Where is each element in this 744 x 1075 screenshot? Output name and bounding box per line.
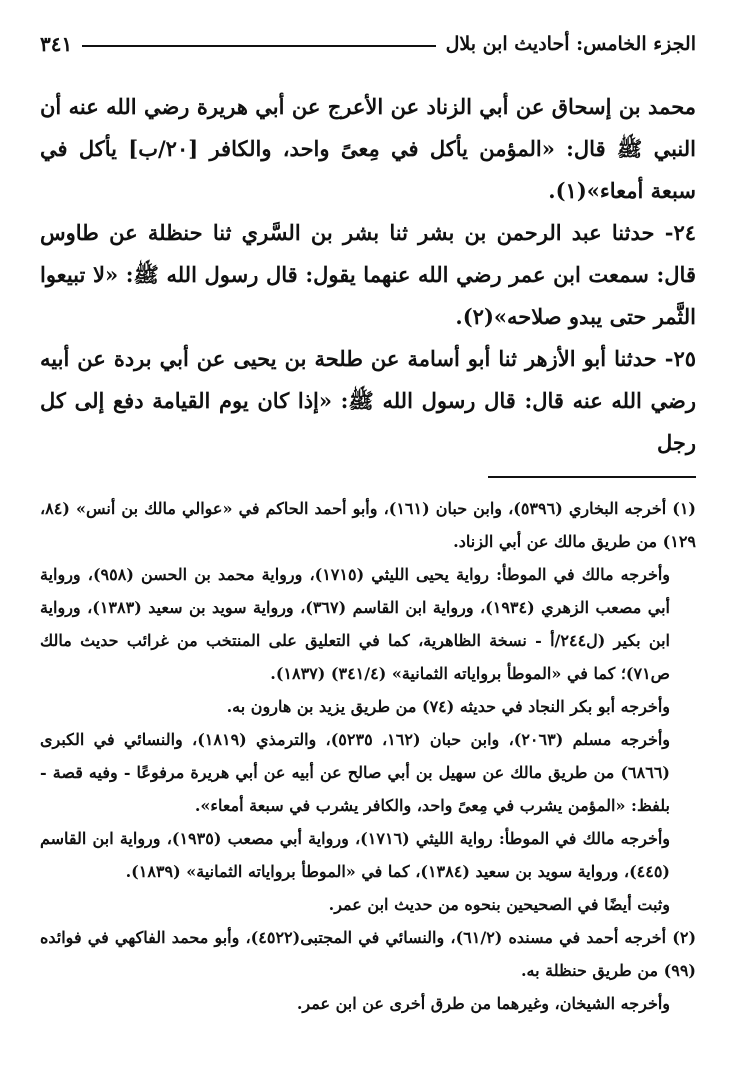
- running-header: [40, 28, 696, 60]
- footnote-paragraph: وثبت أيضًا في الصحيحين بنحوه من حديث ابن عمر.: [328, 895, 670, 914]
- main-text: [40, 86, 696, 464]
- footnote-1: (١) أخرجه البخاري (٥٣٩٦)، وابن حبان (١٦١)، وأبو أحمد الحاكم في «عوالي مالك بن أنس» (٨٤، ١٢٩) من طريق مالك عن أبي الزناد.: [40, 499, 696, 551]
- hadith-paragraph-1: محمد بن إسحاق عن أبي الزناد عن الأعرج عن أبي هريرة رضي الله عنه أن النبي ﷺ قال: «المؤمن يأكل في مِعىً واحد، والكافر [٢٠/ب] يأكل في سبعة أمعاء»(١).: [40, 94, 696, 203]
- footnote-paragraph: وأخرجه أبو بكر النجاد في حديثه (٧٤) من طريق يزيد بن هارون به.: [226, 697, 670, 716]
- header-title: الجزء الخامس: أحاديث ابن بلال: [445, 33, 696, 55]
- hadith-paragraph-24: ٢٤- حدثنا عبد الرحمن بن بشر ثنا بشر بن السَّري ثنا حنظلة عن طاوس قال: سمعت ابن عمر رضي الله عنهما يقول: قال رسول الله ﷺ: «لا تبيعوا الثَّمر حتى يبدو صلاحه»(٢).: [40, 220, 696, 329]
- hadith-paragraph-25: ٢٥- حدثنا أبو الأزهر ثنا أبو أسامة عن طلحة بن يحيى عن أبي بردة عن أبيه رضي الله عنه قال: قال رسول الله ﷺ: «إذا كان يوم القيامة دفع إلى كل رجل: [40, 346, 696, 455]
- footnote-separator: [488, 476, 696, 478]
- footnote-paragraph: وأخرجه مالك في الموطأ: رواية الليثي (١٧١٦)، ورواية أبي مصعب (١٩٣٥)، ورواية ابن القاسم (٤٤٥)، ورواية سويد بن سعيد (١٣٨٤)، كما في «الموطأ برواياته الثمانية» (١٨٣٩).: [40, 829, 670, 881]
- page-number: ٣٤١: [40, 32, 73, 56]
- footnote-paragraph: وأخرجه مالك في الموطأ: رواية يحيى الليثي (١٧١٥)، ورواية محمد بن الحسن (٩٥٨)، ورواية أبي مصعب الزهري (١٩٣٤)، ورواية ابن القاسم (٣٦٧)، ورواية سويد بن سعيد (١٣٨٣)، ورواية ابن بكير (ل٢٤٤/أ - نسخة الظاهرية، كما في التعليق على المنتخب من غرائب حديث مالك ص٧١)؛ كما في «الموطأ برواياته الثمانية» (٣٤١/٤) (١٨٣٧).: [40, 565, 671, 683]
- footnote-paragraph: وأخرجه مسلم (٢٠٦٣)، وابن حبان (١٦٢، ٥٢٣٥)، والترمذي (١٨١٩)، والنسائي في الكبرى (٦٨٦٦) من طريق مالك عن سهيل بن أبي صالح عن أبيه عن أبي هريرة مرفوعًا - وفيه قصة - بلفظ: «المؤمن يشرب في مِعىً واحد، والكافر يشرب في سبعة أمعاء».: [40, 730, 671, 815]
- header-rule: [82, 45, 435, 47]
- footnote-2: (٢) أخرجه أحمد في مسنده (٦١/٢)، والنسائي في المجتبى(٤٥٢٢)، وأبو محمد الفاكهي في فوائده (٩٩) من طريق حنظلة به.: [40, 928, 697, 980]
- footnotes: [40, 492, 696, 1020]
- footnote-paragraph: وأخرجه الشيخان، وغيرهما من طرق أخرى عن ابن عمر.: [296, 994, 670, 1013]
